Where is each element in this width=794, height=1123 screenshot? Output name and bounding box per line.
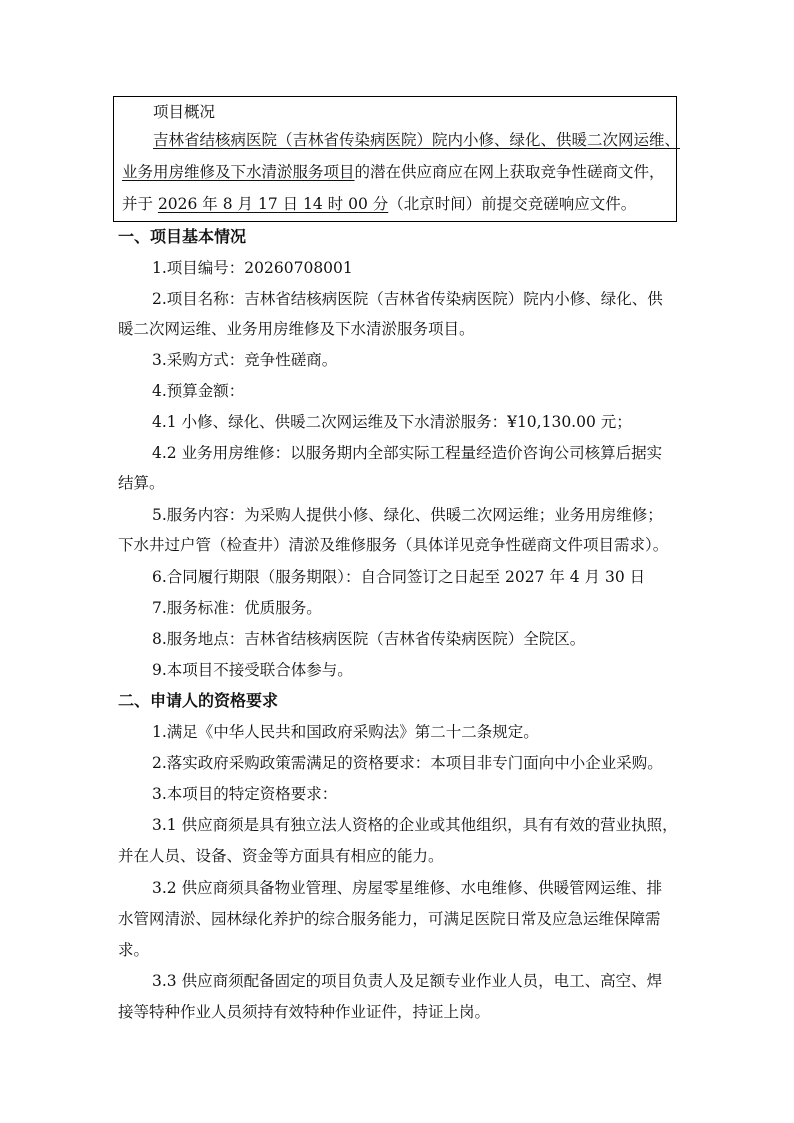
service-standard: 7.服务标准：优质服务。 [152,599,322,617]
service-content-line-1: 5.服务内容：为采购人提供小修、绿化、供暖二次网运维；业务用房维修； [152,506,663,524]
qualification-3-1-line-2: 并在人员、设备、资金等方面具有相应的能力。 [118,847,444,865]
section-1-heading: 一、项目基本情况 [118,227,247,246]
qualification-3-1-line-1: 3.1 供应商须是具有独立法人资格的企业或其他组织，具有有效的营业执照， [152,816,678,834]
contract-period: 6.合同履行期限（服务期限）：自合同签订之日起至 2027 年 4 月 30 日 [152,568,646,586]
budget-item-4-2-line-1: 4.2 业务用房维修：以服务期内全部实际工程量经造价咨询公司核算后据实 [152,444,663,462]
budget-item-4-1: 4.1 小修、绿化、供暖二次网运维及下水清淤服务：¥10,130.00 元； [152,413,632,431]
overview-line-3-pre: 并于 [122,195,158,213]
overview-line-2-text: 的潜在供应商应在网上获取竞争性磋商文件， [354,163,665,181]
overview-line-2 [122,160,665,184]
overview-line-3-post: （北京时间）前提交竞磋响应文件。 [388,195,637,213]
qualification-1: 1.满足《中华人民共和国政府采购法》第二十二条规定。 [152,723,539,741]
service-content-line-2: 下水井过户管（检查井）清淤及维修服务（具体详见竞争性磋商文件项目需求）。 [118,536,669,554]
project-name-line-1: 2.项目名称：吉林省结核病医院（吉林省传染病医院）院内小修、绿化、供 [152,290,663,308]
project-overview-box [113,96,681,222]
consortium-note: 9.本项目不接受联合体参与。 [152,661,353,679]
overview-line-3 [122,192,636,216]
service-location: 8.服务地点：吉林省结核病医院（吉林省传染病医院）全院区。 [152,630,586,648]
overview-title: 项目概况 [153,103,216,121]
qualification-3-3-line-1: 3.3 供应商须配备固定的项目负责人及足额专业作业人员，电工、高空、焊 [152,972,663,990]
deadline-date: 2026 年 8 月 17 日 14 时 00 分 [157,195,389,213]
overview-line-1 [153,128,680,152]
qualification-3-2-line-1: 3.2 供应商须具备物业管理、房屋零星维修、水电维修、供暖管网运维、排 [152,879,663,897]
procurement-method: 3.采购方式：竞争性磋商。 [152,351,338,369]
budget-label: 4.预算金额： [152,382,245,400]
project-name-line-2: 暖二次网运维、业务用房维修及下水清淤服务项目。 [118,320,475,338]
qualification-3-label: 3.本项目的特定资格要求： [152,785,338,803]
project-name-link-part-2: 业务用房维修及下水清淤服务项目 [122,163,355,181]
project-number: 1.项目编号：20260708001 [152,259,353,277]
qualification-3-2-line-2: 水管网清淤、园林绿化养护的综合服务能力，可满足医院日常及应急运维保障需 [118,910,661,928]
budget-item-4-2-line-2: 结算。 [118,474,165,492]
qualification-2: 2.落实政府采购政策需满足的资格要求：本项目非专门面向中小企业采购。 [152,754,663,772]
qualification-3-2-line-3: 求。 [118,941,150,959]
project-name-link-part-1: 吉林省结核病医院（吉林省传染病医院）院内小修、绿化、供暖二次网运维、 [153,131,681,149]
qualification-3-3-line-2: 接等特种作业人员须持有效特种作业证件，持证上岗。 [118,1003,491,1021]
section-2-heading: 二、申请人的资格要求 [118,691,279,710]
